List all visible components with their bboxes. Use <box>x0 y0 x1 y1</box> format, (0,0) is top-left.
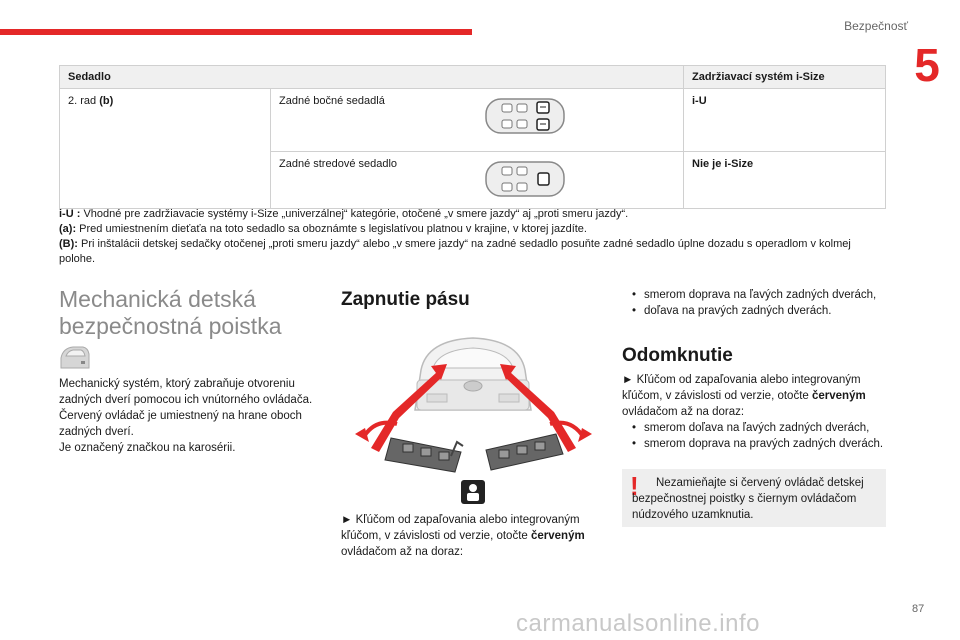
engage-bullets <box>622 287 887 319</box>
mechanical-lock-heading: Mechanická detská bezpečnostná poistka <box>59 286 282 339</box>
col-system-header: Zadržiavací systém i-Size <box>684 66 886 89</box>
child-lock-illustration <box>341 320 606 506</box>
warning-icon: ! <box>630 471 639 501</box>
unlock-text <box>622 372 887 452</box>
text: ovládačom až na doraz: <box>341 546 464 558</box>
table-header-row <box>60 66 886 89</box>
system-cell <box>684 152 886 209</box>
note-b <box>59 237 889 267</box>
seat-cell <box>271 152 684 209</box>
note-term: (B): <box>59 238 78 250</box>
table-row <box>60 89 886 152</box>
watermark: carmanualsonline.info <box>516 610 760 637</box>
row-label-cell <box>60 89 271 209</box>
paragraph: Mechanický systém, ktorý zabraňuje otvoreniu zadných dverí pomocou ich vnútorného ovládača. <box>59 378 313 406</box>
child-lock-door-icon <box>59 344 91 370</box>
note-text: Vhodné pre zadržiavacie systémy i-Size „univerzálnej“ kategórie, otočené „v smere jazdy“ aj „proti smeru jazdy“. <box>80 208 629 220</box>
note-term: (a): <box>59 223 77 235</box>
list-item: • smerom doľava na ľavých zadných dverách, <box>622 420 887 436</box>
table-notes <box>59 207 889 267</box>
text: ► Kľúčom od zapaľovania alebo integrovaným kľúčom, v závislosti od verzie, otočte <box>341 514 580 542</box>
list-item: • smerom doprava na pravých zadných dverách. <box>622 436 887 452</box>
section-title: Bezpečnosť <box>844 19 908 33</box>
unlock-heading: Odomknutie <box>622 345 733 366</box>
text-bold: červeným <box>530 530 585 542</box>
text: ovládačom až na doraz: <box>622 406 745 418</box>
page-number: 87 <box>912 603 925 615</box>
note-iu <box>59 207 889 222</box>
col-seat-header: Sedadlo <box>60 66 684 89</box>
engage-heading: Zapnutie pásu <box>341 289 470 310</box>
system-value: i-U <box>692 95 707 107</box>
seat-name: Zadné stredové sedadlo <box>279 158 398 170</box>
row-label-ref: (b) <box>99 95 114 107</box>
list-item: • smerom doprava na ľavých zadných dverách, <box>622 287 887 303</box>
warning-text: Nezamieňajte si červený ovládač detskej bezpečnostnej poistky s čiernym ovládačom núdzového uzamknutia. <box>632 477 864 521</box>
note-text: Pred umiestnením dieťaťa na toto sedadlo sa oboznámte s legislatívou platnou v krajine, v ktorej jazdíte. <box>76 223 587 235</box>
seat-name: Zadné bočné sedadlá <box>279 95 385 107</box>
note-text: Pri inštalácii detskej sedačky otočenej „proti smeru jazdy“ alebo „v smere jazdy“ na zadné sedadlo posuňte zadné sedadlo úplne dozadu s operadlom v kolmej polohe. <box>59 238 851 265</box>
unlock-paragraph <box>622 372 887 420</box>
text-bold: červeným <box>811 390 866 402</box>
paragraph: Červený ovládač je umiestnený na hrane oboch zadných dverí. <box>59 410 302 438</box>
system-cell <box>684 89 886 152</box>
top-accent-bar <box>0 29 472 35</box>
system-value: Nie je i-Size <box>692 158 754 170</box>
mechanical-lock-text <box>59 376 324 456</box>
row-label: 2. rad <box>68 95 100 107</box>
chapter-number: 5 <box>914 39 940 91</box>
note-a <box>59 222 889 237</box>
warning-box <box>622 469 886 527</box>
note-term: i-U : <box>59 208 81 220</box>
engage-text <box>341 512 606 560</box>
seat-table <box>59 65 886 209</box>
paragraph: Je označený značkou na karosérii. <box>59 442 236 454</box>
text: ► Kľúčom od zapaľovania alebo integrovaným kľúčom, v závislosti od verzie, otočte <box>622 374 861 402</box>
car-top-view-center-seat-icon <box>484 158 568 200</box>
car-top-view-side-seats-icon <box>484 95 568 137</box>
seat-cell <box>271 89 684 152</box>
list-item: • doľava na pravých zadných dverách. <box>622 303 887 319</box>
